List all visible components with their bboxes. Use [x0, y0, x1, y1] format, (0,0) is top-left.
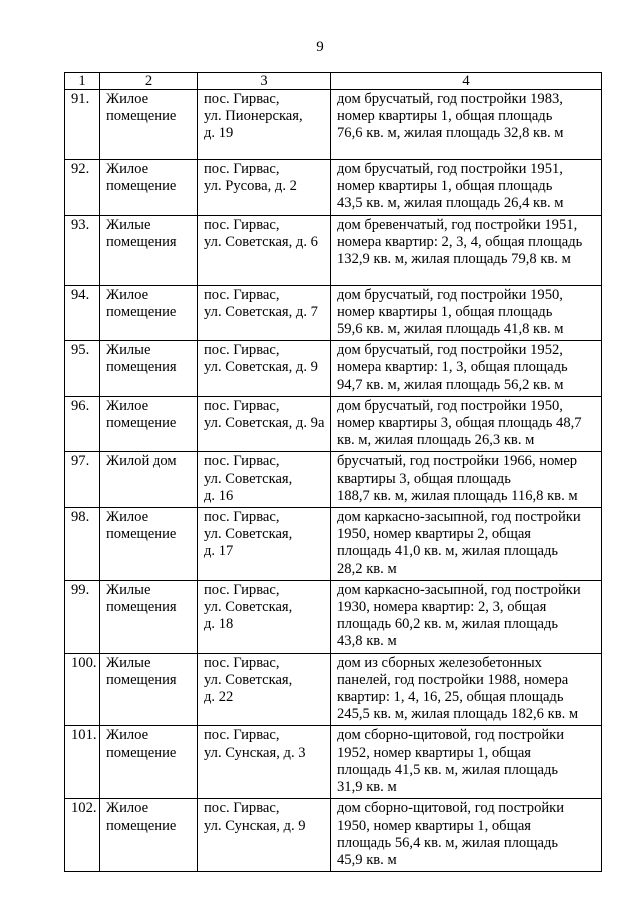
object-description-line: номер квартиры 1, общая площадь	[337, 303, 553, 320]
object-name	[100, 799, 198, 872]
object-name-line: Жилые	[106, 216, 151, 233]
object-address	[198, 215, 331, 285]
object-description-line: дом каркасно-засыпной, год постройки	[337, 581, 581, 598]
object-name	[100, 215, 198, 285]
page-number: 9	[316, 39, 324, 55]
object-description-line: площадь 41,0 кв. м, жилая площадь	[337, 543, 559, 560]
object-description-line: панелей, год постройки 1988, номера	[337, 671, 569, 688]
row-number: 98.	[65, 508, 100, 581]
object-address-line: ул. Советская,	[204, 671, 293, 688]
object-description-line: 245,5 кв. м, жилая площадь 182,6 кв. м	[337, 706, 579, 723]
object-description-line: 1952, номер квартиры 1, общая	[337, 744, 532, 761]
object-name-line: Жилые	[106, 342, 151, 359]
table-row	[65, 215, 602, 285]
object-description-line: номера квартир: 2, 3, 4, общая площадь	[337, 233, 583, 250]
table-row	[65, 726, 602, 799]
header-row	[65, 73, 602, 90]
object-address-line: пос. Гирвас,	[204, 397, 280, 414]
object-description-line: дом брусчатый, год постройки 1983,	[337, 91, 563, 107]
object-name-line: Жилые	[106, 654, 151, 671]
object-name-line: помещения	[106, 359, 177, 376]
object-address-line: ул. Советская, д. 9а	[204, 415, 325, 432]
object-description-line: 94,7 кв. м, жилая площадь 56,2 кв. м	[337, 376, 564, 393]
object-name	[100, 452, 198, 508]
object-address	[198, 160, 331, 216]
object-name-line: Жилое	[106, 161, 149, 177]
row-number: 92.	[65, 160, 100, 216]
object-name-line: Жилое	[106, 286, 149, 303]
object-name-line: помещение	[106, 178, 177, 195]
object-name-line: Жилое	[106, 397, 149, 414]
object-address-line: ул. Советская, д. 7	[204, 303, 318, 320]
table-row	[65, 508, 602, 581]
row-number: 100.	[65, 653, 100, 726]
object-name-line: Жилое	[106, 800, 149, 817]
object-address-line: ул. Русова, д. 2	[204, 178, 297, 195]
object-name-line: помещение	[106, 817, 177, 834]
object-name-line: Жилое	[106, 727, 149, 744]
object-description-line: дом каркасно-засыпной, год постройки	[337, 509, 581, 526]
object-description-line: 43,8 кв. м	[337, 633, 397, 650]
object-name-line: Жилое	[106, 509, 149, 526]
table-row	[65, 160, 602, 216]
object-name	[100, 341, 198, 397]
object-name-line: помещения	[106, 671, 177, 688]
object-description-line: 43,5 кв. м, жилая площадь 26,4 кв. м	[337, 195, 564, 212]
object-address-line: д. 18	[204, 616, 234, 633]
object-description	[331, 508, 602, 581]
object-address	[198, 653, 331, 726]
object-address	[198, 799, 331, 872]
object-description-line: номера квартир: 1, 3, общая площадь	[337, 359, 568, 376]
object-address	[198, 580, 331, 653]
header-cell-4: 4	[331, 73, 602, 90]
object-address-line: пос. Гирвас,	[204, 453, 280, 470]
object-description-line: 59,6 кв. м, жилая площадь 41,8 кв. м	[337, 321, 564, 338]
object-name	[100, 726, 198, 799]
object-address-line: д. 22	[204, 689, 234, 706]
object-description	[331, 396, 602, 452]
object-address-line: пос. Гирвас,	[204, 161, 280, 177]
object-description-line: номер квартиры 1, общая площадь	[337, 178, 553, 195]
header-cell-3: 3	[198, 73, 331, 90]
table-row	[65, 653, 602, 726]
row-number: 101.	[65, 726, 100, 799]
object-name-line: помещения	[106, 599, 177, 616]
object-description-line: дом сборно-щитовой, год постройки	[337, 800, 565, 817]
object-description-line: 1950, номер квартиры 2, общая	[337, 526, 532, 543]
object-description	[331, 341, 602, 397]
object-name-line: помещение	[106, 108, 177, 125]
object-address-line: пос. Гирвас,	[204, 727, 280, 744]
object-description-line: дом брусчатый, год постройки 1950,	[337, 286, 563, 303]
object-description-line: дом брусчатый, год постройки 1951,	[337, 161, 563, 177]
object-description-line: 1950, номер квартиры 1, общая	[337, 817, 532, 834]
object-description-line: площадь 41,5 кв. м, жилая площадь	[337, 761, 559, 778]
object-description	[331, 799, 602, 872]
object-name-line: Жилые	[106, 581, 151, 598]
object-description	[331, 580, 602, 653]
table-row	[65, 799, 602, 872]
object-name	[100, 653, 198, 726]
object-description	[331, 452, 602, 508]
object-description-line: 188,7 кв. м, жилая площадь 116,8 кв. м	[337, 487, 578, 504]
object-name-line: помещения	[106, 233, 177, 250]
object-description-line: квартиры 3, общая площадь	[337, 470, 511, 487]
row-number: 96.	[65, 396, 100, 452]
row-number: 91.	[65, 90, 100, 160]
table-row	[65, 580, 602, 653]
object-address	[198, 452, 331, 508]
object-description-line: 45,9 кв. м	[337, 851, 397, 868]
table-row	[65, 341, 602, 397]
object-description	[331, 726, 602, 799]
object-description-line: дом брусчатый, год постройки 1950,	[337, 397, 563, 414]
object-address	[198, 396, 331, 452]
object-description-line: дом из сборных железобетонных	[337, 654, 542, 671]
table-row	[65, 396, 602, 452]
object-description-line: дом брусчатый, год постройки 1952,	[337, 342, 563, 359]
object-name-line: Жилое	[106, 91, 149, 107]
object-address-line: д. 16	[204, 487, 234, 504]
row-number: 95.	[65, 341, 100, 397]
object-name-line: помещение	[106, 744, 177, 761]
object-address	[198, 726, 331, 799]
object-address-line: пос. Гирвас,	[204, 800, 280, 817]
object-description	[331, 285, 602, 341]
object-address-line: ул. Сунская, д. 9	[204, 817, 306, 834]
object-name	[100, 160, 198, 216]
object-address-line: ул. Советская,	[204, 470, 293, 487]
object-description-line: квартир: 1, 4, 16, 25, общая площадь	[337, 689, 564, 706]
object-address-line: д. 19	[204, 125, 234, 142]
object-description-line: площадь 60,2 кв. м, жилая площадь	[337, 616, 559, 633]
row-number: 93.	[65, 215, 100, 285]
object-address	[198, 508, 331, 581]
table-body	[65, 90, 602, 872]
row-number: 94.	[65, 285, 100, 341]
object-description-line: 31,9 кв. м	[337, 779, 397, 796]
object-description-line: брусчатый, год постройки 1966, номер	[337, 453, 578, 470]
object-description-line: площадь 56,4 кв. м, жилая площадь	[337, 834, 559, 851]
table-row	[65, 285, 602, 341]
object-name	[100, 396, 198, 452]
object-address	[198, 341, 331, 397]
object-description-line: кв. м, жилая площадь 26,3 кв. м	[337, 432, 535, 449]
object-address-line: пос. Гирвас,	[204, 654, 280, 671]
object-name-line: помещение	[106, 415, 177, 432]
object-name-line: помещение	[106, 526, 177, 543]
object-description	[331, 653, 602, 726]
object-description	[331, 90, 602, 160]
object-address-line: пос. Гирвас,	[204, 216, 280, 233]
object-address-line: ул. Советская,	[204, 599, 293, 616]
table-row	[65, 90, 602, 160]
object-description-line: 1930, номера квартир: 2, 3, общая	[337, 599, 547, 616]
header-cell-1: 1	[65, 73, 100, 90]
object-address-line: ул. Пионерская,	[204, 108, 303, 125]
object-name	[100, 580, 198, 653]
object-name-line: Жилой дом	[106, 453, 177, 470]
object-description-line: 28,2 кв. м	[337, 560, 397, 577]
header-cell-2: 2	[100, 73, 198, 90]
object-address-line: пос. Гирвас,	[204, 91, 280, 107]
object-description-line: 76,6 кв. м, жилая площадь 32,8 кв. м	[337, 125, 564, 142]
object-name	[100, 285, 198, 341]
object-address	[198, 90, 331, 160]
object-description-line: дом бревенчатый, год постройки 1951,	[337, 216, 578, 233]
object-address-line: пос. Гирвас,	[204, 581, 280, 598]
object-address-line: ул. Советская, д. 9	[204, 359, 318, 376]
object-address-line: д. 17	[204, 543, 234, 560]
object-address-line: ул. Советская, д. 6	[204, 233, 318, 250]
object-description-line: номер квартиры 1, общая площадь	[337, 108, 553, 125]
object-name	[100, 90, 198, 160]
row-number: 97.	[65, 452, 100, 508]
object-address-line: ул. Сунская, д. 3	[204, 744, 306, 761]
object-address-line: ул. Советская,	[204, 526, 293, 543]
object-description-line: номер квартиры 3, общая площадь 48,7	[337, 415, 582, 432]
object-address-line: пос. Гирвас,	[204, 286, 280, 303]
object-description-line: дом сборно-щитовой, год постройки	[337, 727, 565, 744]
object-description-line: 132,9 кв. м, жилая площадь 79,8 кв. м	[337, 251, 571, 268]
row-number: 99.	[65, 580, 100, 653]
object-address	[198, 285, 331, 341]
object-name-line: помещение	[106, 303, 177, 320]
object-description	[331, 215, 602, 285]
object-description	[331, 160, 602, 216]
object-address-line: пос. Гирвас,	[204, 509, 280, 526]
object-address-line: пос. Гирвас,	[204, 342, 280, 359]
table-row	[65, 452, 602, 508]
property-table	[64, 72, 602, 872]
object-name	[100, 508, 198, 581]
row-number: 102.	[65, 799, 100, 872]
